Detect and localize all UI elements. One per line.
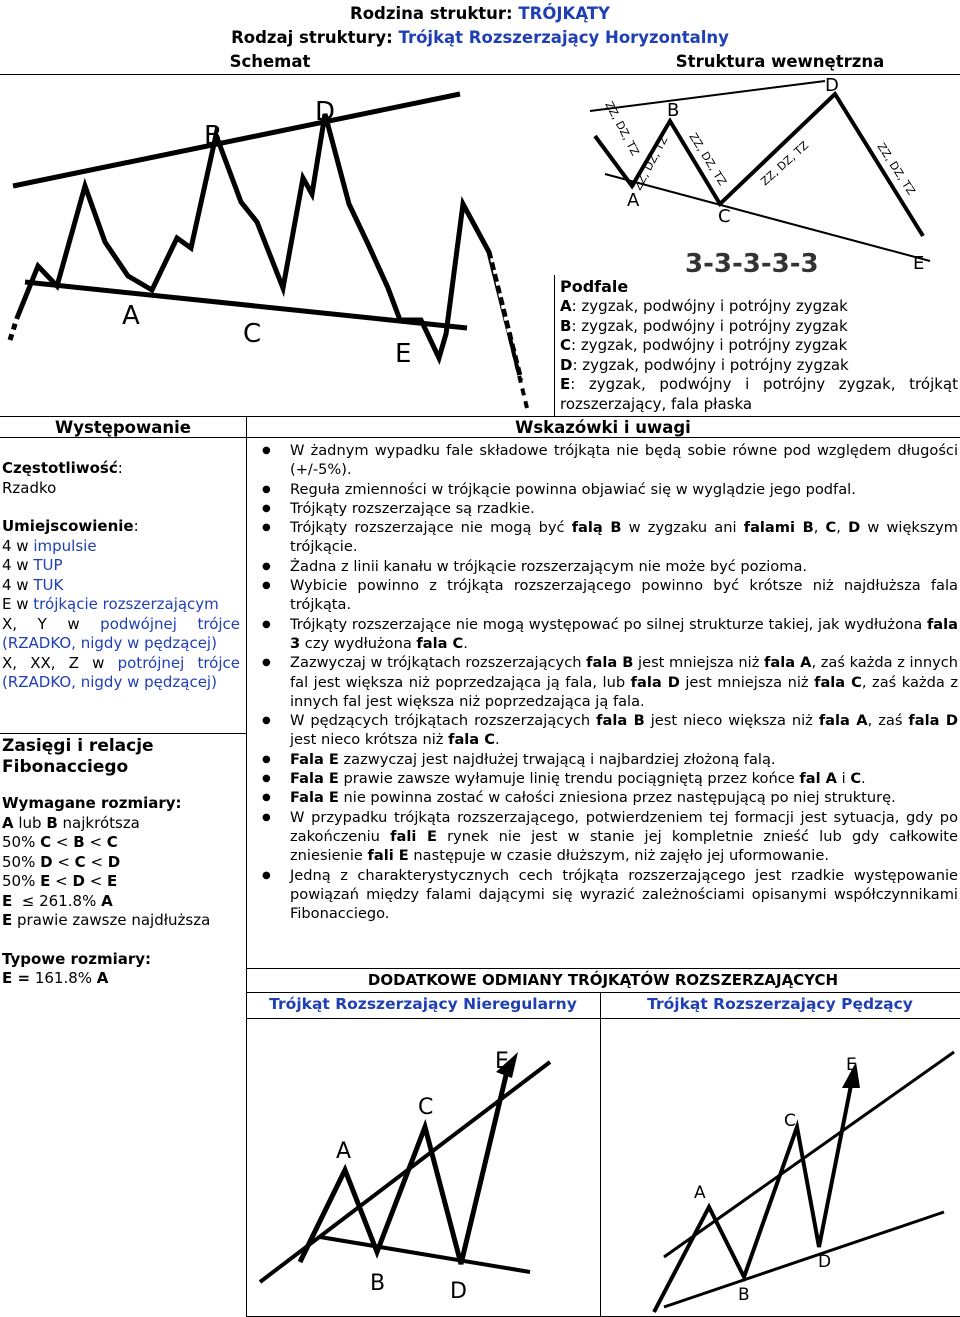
- vl-upper-line: [260, 1062, 550, 1282]
- rule-left-col: [246, 416, 247, 1019]
- struct-note-5: ZZ, DZ, TZ: [874, 140, 918, 198]
- fib-section: [2, 736, 242, 989]
- struct-label-a: A: [627, 190, 640, 211]
- rule-fib: [0, 733, 246, 734]
- vr-label-d: D: [818, 1252, 832, 1272]
- tip-item: ● Wybicie powinno z trójkąta rozszerzającego powinno być krótsze niż najdłuższa fala trójkąta.: [250, 576, 958, 615]
- wystepowanie-body: [2, 459, 240, 693]
- struct-note-4: ZZ, DZ, TZ: [758, 138, 812, 189]
- tip-item: ● Fala E prawie zawsze wyłamuje linię trendu pociągniętą przez końce fal A i C.: [250, 769, 958, 788]
- tip-item: ● Fala E nie powinna zostać w całości zniesiona przez następującą po niej strukturę.: [250, 788, 958, 807]
- vr-label-c: C: [784, 1111, 796, 1131]
- fib-req-item: 50% D < C < D: [2, 852, 121, 871]
- vr-label-b: B: [738, 1285, 750, 1305]
- loc-item: 4 w impulsie: [2, 536, 97, 555]
- rule-variants-2: [246, 992, 960, 993]
- vl-label-e: E: [495, 1049, 509, 1074]
- family-link[interactable]: TRÓJKĄTY: [518, 4, 611, 23]
- tip-item: ● Jedną z charakterystycznych cech trójkąta rozszerzającego jest rzadkie występowanie powiązań między falami dającymi się wyrazić zależnościami opisanymi współczynnikami Fibonacciego.: [250, 866, 958, 924]
- podfale-title: Podfale: [560, 277, 629, 296]
- loc-link[interactable]: podwójnej trójce: [100, 614, 241, 633]
- loc-link[interactable]: impulsie: [33, 536, 97, 555]
- struct-note-3: ZZ, DZ, TZ: [686, 130, 729, 188]
- tip-item: ● Trójkąty rozszerzające są rzadkie.: [250, 499, 958, 518]
- podfale-item: B: zygzak, podwójny i potrójny zygzak: [560, 316, 848, 335]
- fib-typ-item: E = 161.8% A: [2, 969, 109, 987]
- struct-label-e: E: [913, 253, 925, 274]
- tip-item: ● Reguła zmienności w trójkącie powinna objawiać się w wyglądzie jego podfal.: [250, 480, 958, 499]
- fib-req-item: 50% C < B < C: [2, 833, 118, 851]
- struct-upper-line: [590, 81, 825, 111]
- podfale-item: E: zygzak, podwójny i potrójny zygzak, trójkąt rozszerzający, fala płaska: [560, 375, 958, 413]
- loc-link[interactable]: potrójnej trójce: [117, 653, 240, 672]
- vr-label-a: A: [694, 1183, 706, 1203]
- podfale-section: [560, 277, 958, 414]
- schema-label-d: D: [315, 97, 336, 127]
- type-title: Rodzaj struktury: Trójkąt Rozszerzający Horyzontalny: [231, 28, 729, 47]
- vr-label-e: E: [846, 1055, 857, 1075]
- tip-item: ● Żadna z linii kanału w trójkącie rozszerzającym nie może być pozioma.: [250, 557, 958, 576]
- rule-top: [0, 74, 960, 75]
- struct-count: 3-3-3-3-3: [685, 249, 819, 276]
- column-structure-header: Struktura wewnętrzna: [675, 52, 885, 71]
- struct-label-d: D: [825, 76, 839, 96]
- loc-item: E w trójkącie rozszerzającym: [2, 595, 219, 613]
- podfale-item: A: zygzak, podwójny i potrójny zygzak: [560, 297, 848, 315]
- tip-item: ● Trójkąty rozszerzające nie mogą występować po silnej strukturze takiej, jak wydłużona fala 3 czy wydłużona fala C.: [250, 615, 958, 654]
- schema-diagram: [5, 78, 545, 414]
- fib-req-item: E ≤ 261.8% A: [2, 891, 113, 910]
- loc-item: 4 w TUK: [2, 575, 64, 594]
- loc-label: Umiejscowienie:: [2, 517, 139, 535]
- rule-mid-col: [554, 275, 555, 417]
- fib-req-item: A lub B najkrótsza: [2, 813, 140, 832]
- loc-item: 4 w TUP: [2, 556, 63, 574]
- vl-label-b: B: [370, 1271, 386, 1296]
- fib-req-item: E prawie zawsze najdłuższa: [2, 911, 211, 929]
- wystepowanie-title: Występowanie: [55, 418, 191, 437]
- struct-note-2: ZZ, DZ, TZ: [631, 133, 671, 193]
- vl-label-a: A: [336, 1139, 352, 1164]
- rule-variants-left: [246, 1018, 247, 1316]
- tip-item: ● Fala E zazwyczaj jest najdłużej trwającą i najbardziej złożoną falą.: [250, 750, 958, 769]
- column-schema-header: Schemat: [229, 52, 311, 71]
- fib-title: Zasięgi i relacje Fibonacciego: [2, 736, 154, 777]
- variant-left-title[interactable]: Trójkąt Rozszerzający Nieregularny: [269, 995, 577, 1013]
- loc-item: X, XX, Z w potrójnej trójce: [2, 653, 240, 672]
- podfale-item: D: zygzak, podwójny i potrójny zygzak: [560, 355, 849, 374]
- tip-item: ● Zazwyczaj w trójkątach rozszerzających fala B jest mniejsza niż fala A, zaś każda z innych fal jest większa niż poprzedzająca ją fala, lub fala D jest mniejsza niż fala C, zaś każda z innych fal jest większa niż poprzedzająca ją fala.: [250, 653, 958, 711]
- rule-wyst: [0, 416, 960, 417]
- tips-title: Wskazówki i uwagi: [515, 418, 691, 437]
- vl-wave: [300, 1067, 508, 1264]
- loc-link[interactable]: TUK: [33, 575, 64, 594]
- rule-variants-3: [246, 1018, 960, 1019]
- schema-label-c: C: [243, 319, 262, 349]
- rule-variants: [246, 968, 960, 969]
- loc-link[interactable]: trójkącie rozszerzającym: [33, 595, 219, 613]
- vl-label-d: D: [450, 1279, 467, 1304]
- vl-label-c: C: [418, 1095, 434, 1120]
- schema-label-b: B: [204, 121, 222, 151]
- schema-label-e: E: [395, 339, 412, 369]
- type-link[interactable]: Trójkąt Rozszerzający Horyzontalny: [398, 28, 729, 47]
- rule-variants-mid: [600, 992, 601, 1316]
- variant-right-diagram: [604, 1022, 956, 1314]
- variant-right-title[interactable]: Trójkąt Rozszerzający Pędzący: [647, 995, 913, 1013]
- struct-label-b: B: [667, 100, 680, 121]
- tips-list: [250, 441, 958, 923]
- variants-title: DODATKOWE ODMIANY TRÓJKĄTÓW ROZSZERZAJĄCYCH: [367, 971, 839, 989]
- loc-link[interactable]: TUP: [33, 556, 63, 574]
- vr-upper-line: [664, 1052, 954, 1257]
- struct-label-c: C: [718, 206, 731, 227]
- vl-lower-line: [320, 1237, 530, 1272]
- loc-item: (RZADKO, nigdy w pędzącej): [2, 634, 217, 652]
- loc-item: (RZADKO, nigdy w pędzącej): [2, 673, 217, 691]
- loc-item: X, Y w podwójnej trójce: [2, 614, 241, 633]
- fib-typ-title: Typowe rozmiary:: [2, 949, 152, 968]
- freq-label: Częstotliwość:: [2, 459, 123, 477]
- struct-note-1: ZZ, DZ, TZ: [602, 99, 642, 158]
- tip-item: ● W pędzących trójkątach rozszerzających fala B jest nieco większa niż fala A, zaś fala D jest nieco krótsza niż fala C.: [250, 711, 958, 750]
- fib-req-title: Wymagane rozmiary:: [2, 794, 182, 812]
- structure-diagram: [585, 76, 955, 276]
- fib-req-item: 50% E < D < E: [2, 872, 118, 890]
- tip-item: ● W przypadku trójkąta rozszerzającego, potwierdzeniem tej formacji jest sytuacja, gdy po zakończeniu fali E rynek nie jest w stanie jej kompletnie znieść lub gdy całkowite zniesienie fali E następuje w czasie dłuższym, niż zajęło jej uformowanie.: [250, 808, 958, 866]
- family-title: Rodzina struktur: TRÓJKĄTY: [349, 4, 611, 23]
- tip-item: ● W żadnym wypadku fale składowe trójkąta nie będą sobie równe pod względem długości (+/-5%).: [250, 441, 958, 480]
- variant-left-diagram: [250, 1022, 596, 1314]
- tip-item: ● Trójkąty rozszerzające nie mogą być falą B w zygzaku ani falami B, C, D w większym trójkącie.: [250, 518, 958, 557]
- schema-label-a: A: [122, 301, 140, 331]
- podfale-item: C: zygzak, podwójny i potrójny zygzak: [560, 336, 848, 354]
- freq-value: Rzadko: [2, 478, 57, 497]
- rule-wyst-bottom: [0, 437, 960, 438]
